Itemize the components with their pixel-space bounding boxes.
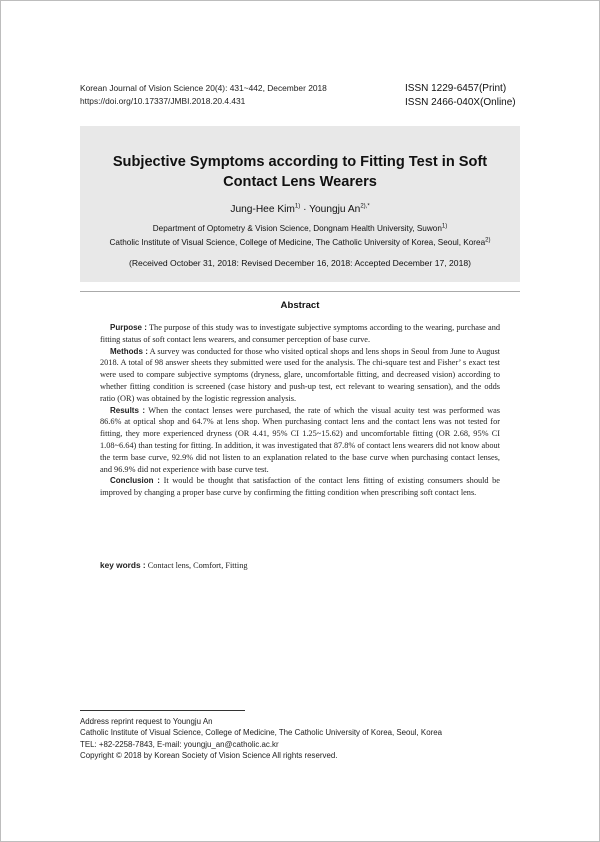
issn-online: ISSN 2466-040X(Online) bbox=[405, 97, 516, 108]
author-2: Youngju An bbox=[309, 204, 361, 215]
paper-title bbox=[80, 152, 520, 192]
purpose-label: Purpose : bbox=[110, 323, 147, 332]
abstract-purpose bbox=[100, 322, 500, 346]
footnote-line-4: Copyright © 2018 by Korean Society of Vision Science All rights reserved. bbox=[80, 751, 338, 761]
section-divider bbox=[80, 291, 520, 292]
title-line-1: Subjective Symptoms according to Fitting Test in Soft bbox=[112, 154, 488, 170]
keywords-label: key words : bbox=[100, 560, 146, 570]
abstract-conclusion bbox=[100, 475, 500, 499]
journal-header bbox=[80, 82, 327, 108]
conclusion-text: It would be thought that satisfaction of the contact lens fitting of existing consumers should be improved by changing a proper base curve by confirming the fitting condition when prescribing soft contact lens. bbox=[100, 476, 500, 498]
abstract-results bbox=[100, 405, 500, 476]
footnote-line-2: Catholic Institute of Visual Science, College of Medicine, The Catholic University of Korea, Seoul, Korea bbox=[80, 728, 442, 738]
footnote-divider bbox=[80, 710, 245, 711]
affiliation-2 bbox=[80, 238, 520, 247]
correspondence-footnote bbox=[80, 716, 442, 762]
author-2-sup: 2),* bbox=[360, 203, 370, 210]
keywords-values: Contact lens, Comfort, Fitting bbox=[145, 561, 248, 570]
issn-print: ISSN 1229-6457(Print) bbox=[405, 83, 507, 94]
title-box bbox=[80, 126, 520, 282]
author-1: Jung-Hee Kim bbox=[230, 204, 295, 215]
affiliation-1-sup: 1) bbox=[441, 223, 448, 230]
results-label: Results : bbox=[110, 405, 146, 415]
received-dates: (Received October 31, 2018: Revised December 16, 2018: Accepted December 17, 2018) bbox=[128, 258, 472, 268]
footnote-line-3: TEL: +82-2258-7843, E-mail: youngju_an@catholic.ac.kr bbox=[80, 739, 279, 749]
purpose-text: The purpose of this study was to investigate subjective symptoms according to the wearing, purchase and fitting status of soft contact lens wearers, and consumer perception of base curve. bbox=[100, 323, 500, 344]
authors bbox=[80, 204, 520, 215]
doi-link[interactable]: https://doi.org/10.17337/JMBI.2018.20.4.431 bbox=[80, 96, 246, 106]
affiliation-2-text: Catholic Institute of Visual Science, College of Medicine, The Catholic University of Korea, Seoul, Korea bbox=[109, 238, 486, 247]
journal-citation: Korean Journal of Vision Science 20(4): 431~442, December 2018 bbox=[80, 83, 327, 93]
affiliation-1-text: Department of Optometry & Vision Science, Dongnam Health University, Suwon bbox=[152, 224, 442, 233]
abstract-methods bbox=[100, 346, 500, 405]
issn-block bbox=[405, 82, 516, 110]
author-1-sup: 1) bbox=[294, 203, 301, 210]
footnote-line-1: Address reprint request to Youngju An bbox=[80, 717, 213, 726]
title-line-2: Contact Lens Wearers bbox=[223, 174, 377, 190]
abstract-body bbox=[100, 322, 500, 499]
conclusion-label: Conclusion : bbox=[110, 476, 160, 486]
abstract-heading: Abstract bbox=[280, 300, 320, 311]
results-text: When the contact lenses were purchased, the rate of which the visual acuity test was performed was 86.6% at optical shop and 64.7% at lens shop. When purchasing contact lens and the contact lens was not tested for fitting, they more experienced dryness (OR 4.41, 95% CI 1.25~15.62) and uncomfortable fitting (OR 2.68, 95% CI 1.08~6.64) than testing for fitting. In addition, it was investigated that 87.8% of contact lens wearers did not know about the term base curve, 92.9% did not listen to an explanation related to the base curve when purchasing contact lenses, and 96.9% did not experience with base curve test. bbox=[100, 405, 500, 474]
keywords bbox=[100, 560, 248, 570]
author-separator: · bbox=[300, 204, 310, 215]
affiliation-2-sup: 2) bbox=[485, 237, 491, 244]
affiliation-1 bbox=[80, 224, 520, 233]
methods-label: Methods : bbox=[110, 346, 148, 356]
methods-text: A survey was conducted for those who visited optical shops and lens shops in Seoul from June to August 2018. A total of 98 answer sheets they submitted were used for the analysis. The chi-square test and Fisher’ s exact test were used to compare subjective symptoms (dryness, glare, uncomfortable fitting, and decreased vision) according to whether fitting condition is screened (case history and push-up test, ect relevant to wearing sensation), and the odds ratio (OR) was obtained by the logistic regression analysis. bbox=[100, 346, 500, 403]
